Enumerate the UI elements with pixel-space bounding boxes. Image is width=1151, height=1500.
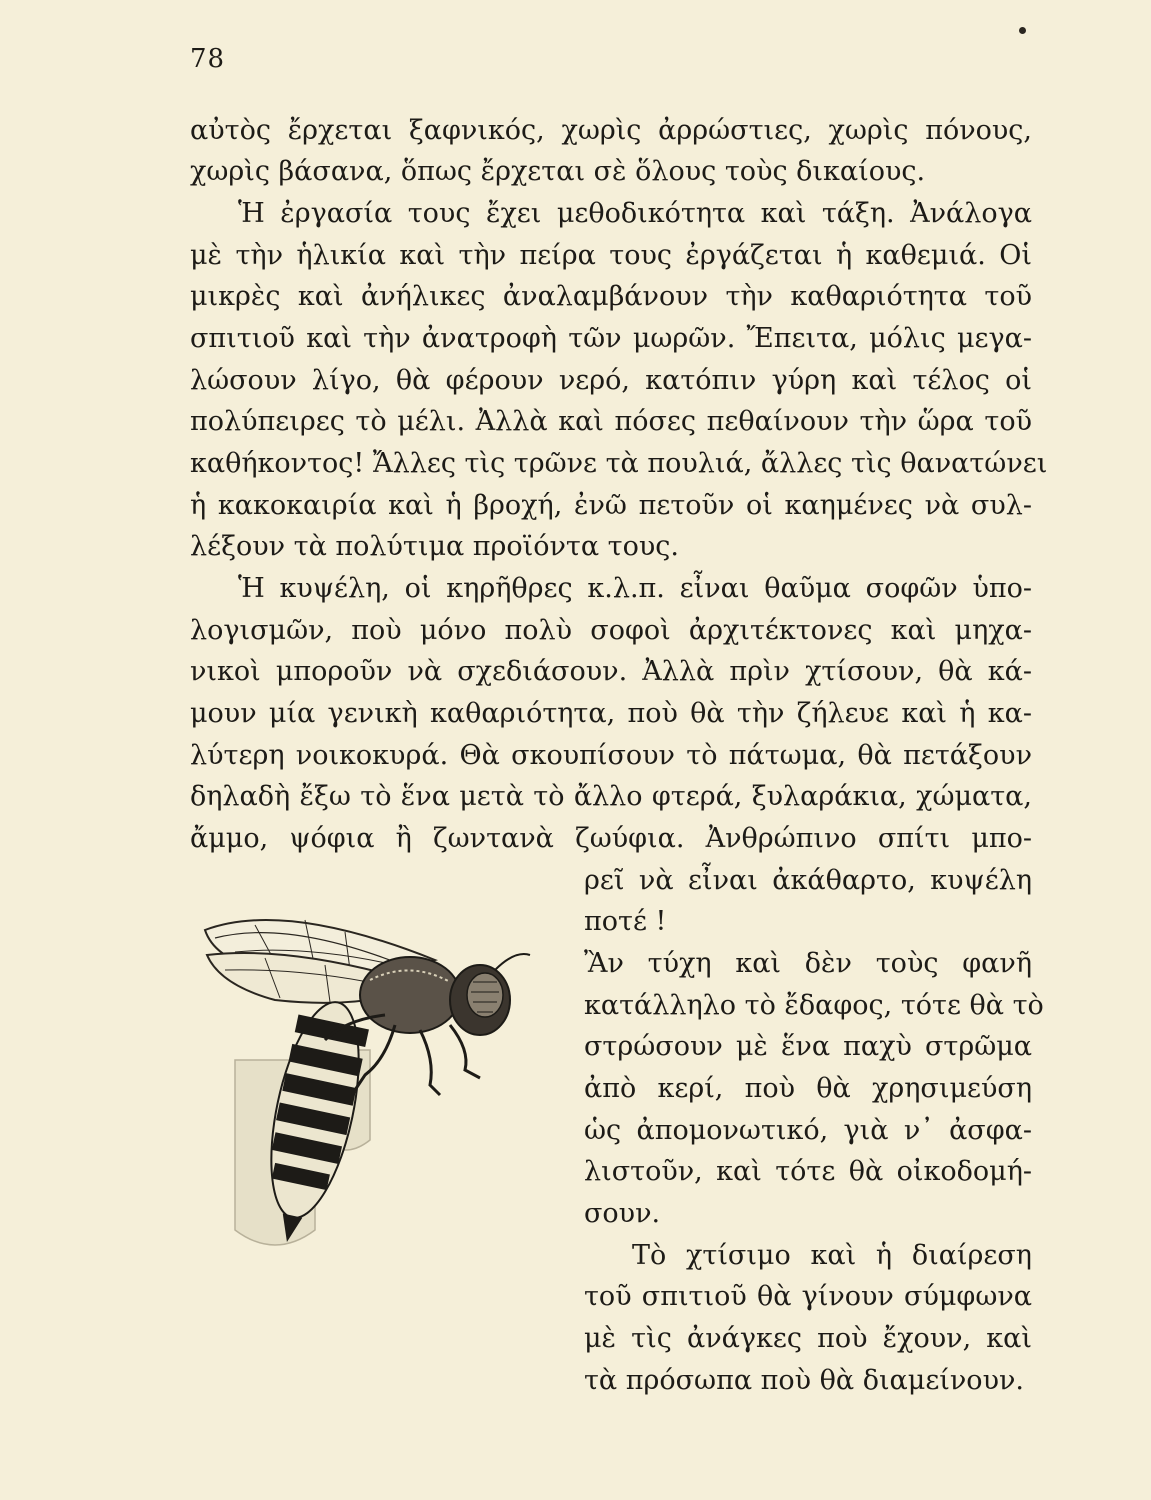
text-line: λύτερη νοικοκυρά. Θὰ σκουπίσουν τὸ πάτωμα, θὰ πετάξουν bbox=[190, 740, 1032, 771]
bee-illustration bbox=[195, 900, 570, 1260]
text-line: καθήκοντος! Ἄλλες τὶς τρῶνε τὰ πουλιά, ἄλλες τὶς θανατώνει bbox=[190, 448, 1048, 479]
text-line: λέξουν τὰ πολύτιμα προϊόντα τους. bbox=[190, 531, 679, 562]
text-line: ἄμμο, ψόφια ἢ ζωντανὰ ζωύφια. Ἀνθρώπινο σπίτι μπο- bbox=[190, 823, 1032, 854]
text-line: σπιτιοῦ καὶ τὴν ἀνατροφὴ τῶν μωρῶν. Ἔπειτα, μόλις μεγα- bbox=[190, 323, 1032, 354]
text-line: κατάλληλο τὸ ἔδαφος, τότε θὰ τὸ bbox=[584, 990, 1044, 1021]
text-line: σουν. bbox=[584, 1198, 661, 1229]
ink-speck bbox=[1019, 27, 1026, 34]
text-line: τὰ πρόσωπα ποὺ θὰ διαμείνουν. bbox=[584, 1365, 1024, 1396]
text-line: αὐτὸς ἔρχεται ξαφνικός, χωρὶς ἀρρώστιες, χωρὶς πόνους, bbox=[190, 115, 1032, 146]
text-line: χωρὶς βάσανα, ὅπως ἔρχεται σὲ ὅλους τοὺς δικαίους. bbox=[190, 156, 926, 187]
text-line: ποτέ ! bbox=[584, 906, 667, 937]
text-line: στρώσουν μὲ ἕνα παχὺ στρῶμα bbox=[584, 1031, 1032, 1062]
text-line: ἀπὸ κερί, ποὺ θὰ χρησιμεύση bbox=[584, 1073, 1032, 1104]
text-line: νικοὶ μποροῦν νὰ σχεδιάσουν. Ἀλλὰ πρὶν χτίσουν, θὰ κά- bbox=[190, 656, 1032, 687]
text-line: Ἡ κυψέλη, οἱ κηρῆθρες κ.λ.π. εἶναι θαῦμα σοφῶν ὑπο- bbox=[238, 573, 1032, 604]
text-line: Ἂν τύχη καὶ δὲν τοὺς φανῆ bbox=[584, 948, 1032, 979]
text-line: δηλαδὴ ἔξω τὸ ἕνα μετὰ τὸ ἄλλο φτερά, ξυλαράκια, χώματα, bbox=[190, 781, 1032, 812]
text-line: ρεῖ νὰ εἶναι ἀκάθαρτο, κυψέλη bbox=[584, 865, 1032, 896]
text-line: ἡ κακοκαιρία καὶ ἡ βροχή, ἐνῶ πετοῦν οἱ καημένες νὰ συλ- bbox=[190, 490, 1032, 521]
text-line: πολύπειρες τὸ μέλι. Ἀλλὰ καὶ πόσες πεθαίνουν τὴν ὥρα τοῦ bbox=[190, 406, 1032, 437]
text-line: μὲ τὴν ἡλικία καὶ τὴν πείρα τους ἐργάζεται ἡ καθεμιά. Οἱ bbox=[190, 240, 1032, 271]
text-line: λογισμῶν, ποὺ μόνο πολὺ σοφοὶ ἀρχιτέκτονες καὶ μηχα- bbox=[190, 615, 1032, 646]
text-line: μὲ τὶς ἀνάγκες ποὺ ἔχουν, καὶ bbox=[584, 1323, 1032, 1354]
text-line: Τὸ χτίσιμο καὶ ἡ διαίρεση bbox=[632, 1240, 1032, 1271]
text-line: ὡς ἀπομονωτικό, γιὰ ν᾿ ἀσφα- bbox=[584, 1115, 1032, 1146]
text-line: μικρὲς καὶ ἀνήλικες ἀναλαμβάνουν τὴν καθαριότητα τοῦ bbox=[190, 281, 1032, 312]
text-line: λώσουν λίγο, θὰ φέρουν νερό, κατόπιν γύρη καὶ τέλος οἱ bbox=[190, 365, 1032, 396]
text-line: μουν μία γενικὴ καθαριότητα, ποὺ θὰ τὴν ζήλευε καὶ ἡ κα- bbox=[190, 698, 1032, 729]
text-line: τοῦ σπιτιοῦ θὰ γίνουν σύμφωνα bbox=[584, 1281, 1032, 1312]
text-line: Ἡ ἐργασία τους ἔχει μεθοδικότητα καὶ τάξη. Ἀνάλογα bbox=[238, 198, 1032, 229]
page-number: 78 bbox=[190, 44, 226, 74]
text-line: λιστοῦν, καὶ τότε θὰ οἰκοδομή- bbox=[584, 1156, 1032, 1187]
